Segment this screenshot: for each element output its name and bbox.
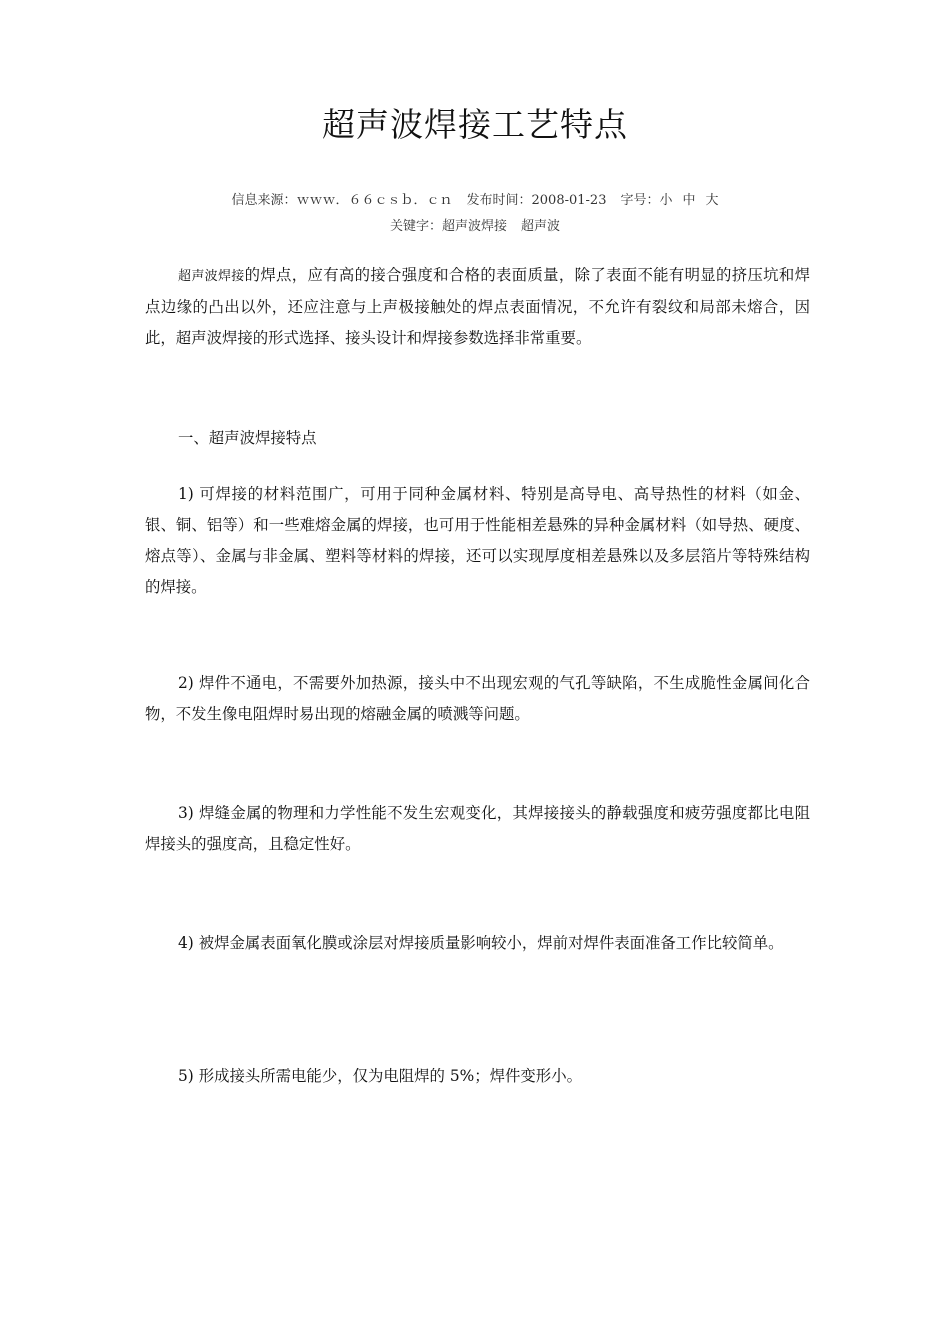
keyword-link[interactable]: 超声波 [521, 219, 561, 234]
keyword-link[interactable]: 超声波焊接 [441, 219, 507, 234]
keywords-label: 关键字： [389, 219, 442, 234]
page-title: 超声波焊接工艺特点 [322, 105, 628, 144]
keywords-line [0, 217, 950, 237]
font-size-large-link[interactable]: 大 [705, 193, 719, 208]
feature-item: 4) 被焊金属表面氧化膜或涂层对焊接质量影响较小，焊前对焊件表面准备工作比较简单。 [178, 934, 784, 952]
feature-item: 3) 焊缝金属的物理和力学性能不发生宏观变化，其焊接接头的静载强度和疲劳强度都比电阻焊接头的强度高，且稳定性好。 [145, 804, 810, 853]
font-size-label: 字号： [620, 193, 660, 208]
feature-item: 5) 形成接头所需电能少，仅为电阻焊的 5%；焊件变形小。 [178, 1067, 582, 1085]
font-size-medium-link[interactable]: 中 [682, 193, 696, 208]
intro-text: 的焊点，应有高的接合强度和合格的表面质量，除了表面不能有明显的挤压坑和焊点边缘的凸出以外，还应注意与上声极接触处的焊点表面情况，不允许有裂纹和局部未熔合，因此，超声波焊接的形式选择、接头设计和焊接参数选择非常重要。 [145, 266, 810, 347]
font-size-small-link[interactable]: 小 [659, 193, 673, 208]
feature-item: 1) 可焊接的材料范围广，可用于同种金属材料、特别是高导电、高导热性的材料（如金、银、铜、铝等）和一些难熔金属的焊接，也可用于性能相差悬殊的异种金属材料（如导热、硬度、熔点等）、金属与非金属、塑料等材料的焊接，还可以实现厚度相差悬殊以及多层箔片等特殊结构的焊接。 [145, 485, 810, 596]
article-meta-line [0, 191, 950, 211]
date-value: 2008-01-23 [531, 193, 607, 208]
date-label: 发布时间： [466, 193, 532, 208]
section-heading: 一、超声波焊接特点 [178, 429, 317, 447]
source-label: 信息来源： [231, 193, 297, 208]
intro-paragraph [145, 260, 810, 354]
intro-lead-keyword: 超声波焊接 [178, 269, 245, 284]
source-value: ｗｗｗ．６６ｃｓｂ．ｃｎ [296, 193, 453, 208]
feature-item: 2) 焊件不通电，不需要外加热源，接头中不出现宏观的气孔等缺陷，不生成脆性金属间化合物，不发生像电阻焊时易出现的熔融金属的喷溅等问题。 [145, 674, 810, 723]
